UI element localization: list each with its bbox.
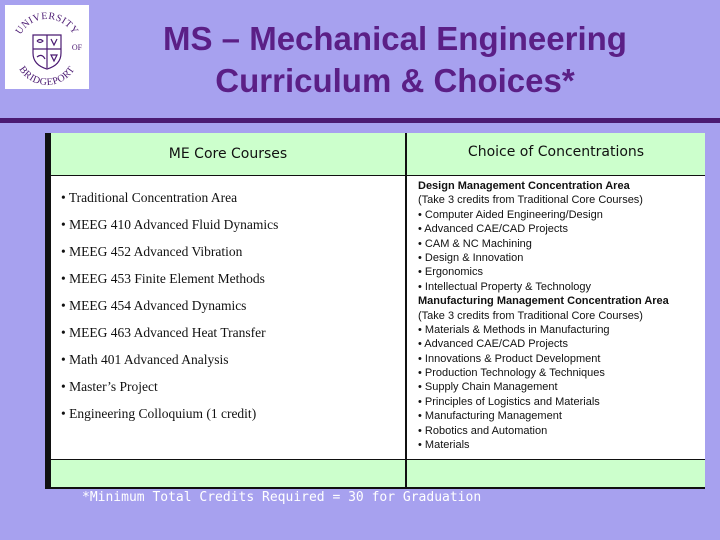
concentration-line: • Production Technology & Techniques xyxy=(418,367,605,380)
concentration-line: • Manufacturing Management xyxy=(418,410,562,423)
logo-text-top: UNIVERSITY xyxy=(13,10,81,37)
credits-footnote: *Minimum Total Credits Required = 30 for Graduation xyxy=(82,490,482,505)
core-course-item: • MEEG 410 Advanced Fluid Dynamics xyxy=(61,217,279,232)
logo-text-of: OF xyxy=(71,43,83,52)
table-footer-right xyxy=(407,459,705,487)
core-course-item: • MEEG 463 Advanced Heat Transfer xyxy=(61,325,266,340)
core-course-item: • MEEG 452 Advanced Vibration xyxy=(61,244,243,259)
slide-title-line-2: Curriculum & Choices* xyxy=(215,62,575,99)
core-courses-header: ME Core Courses xyxy=(51,133,407,175)
concentration-line: (Take 3 credits from Traditional Core Courses) xyxy=(418,194,643,207)
concentrations-header: Choice of Concentrations xyxy=(407,133,705,175)
concentration-line: • Computer Aided Engineering/Design xyxy=(418,208,603,221)
core-course-item: • Traditional Concentration Area xyxy=(61,190,238,205)
slide-title-line-1: MS – Mechanical Engineering xyxy=(163,20,627,57)
table-footer-left xyxy=(51,459,407,487)
logo-text-bottom: BRIDGEPORT xyxy=(16,64,78,89)
concentration-line: • Ergonomics xyxy=(418,266,483,279)
core-course-item: • MEEG 454 Advanced Dynamics xyxy=(61,298,247,313)
concentration-line: • Advanced CAE/CAD Projects xyxy=(418,223,568,236)
table-divider xyxy=(51,459,705,460)
slide-title xyxy=(95,18,695,102)
table-divider xyxy=(51,175,705,176)
core-courses-list xyxy=(51,175,407,459)
core-course-item: • Math 401 Advanced Analysis xyxy=(61,352,229,367)
core-course-item: • Engineering Colloquium (1 credit) xyxy=(61,406,257,421)
concentration-line: • Principles of Logistics and Materials xyxy=(418,395,600,408)
concentration-line: • Innovations & Product Development xyxy=(418,352,601,365)
concentration-line: • Materials xyxy=(418,439,470,452)
concentration-line: • Robotics and Automation xyxy=(418,424,548,437)
concentrations-list xyxy=(407,175,705,459)
curriculum-table xyxy=(45,133,705,489)
concentration-line: (Take 3 credits from Traditional Core Courses) xyxy=(418,309,643,322)
title-divider xyxy=(0,118,720,123)
concentration-area-heading: Design Management Concentration Area xyxy=(418,180,630,192)
concentration-area-heading: Manufacturing Management Concentration Area xyxy=(418,295,669,308)
concentration-line: • Intellectual Property & Technology xyxy=(418,280,592,293)
svg-text:OF xyxy=(72,43,83,52)
university-seal-logo xyxy=(5,5,89,89)
concentration-line: • Supply Chain Management xyxy=(418,381,558,394)
concentration-line: • Advanced CAE/CAD Projects xyxy=(418,338,568,351)
core-course-item: • MEEG 453 Finite Element Methods xyxy=(61,271,265,286)
concentration-line: • Materials & Methods in Manufacturing xyxy=(418,323,610,336)
concentration-line: • Design & Innovation xyxy=(418,251,524,264)
core-course-item: • Master’s Project xyxy=(61,379,158,394)
concentration-line: • CAM & NC Machining xyxy=(418,237,532,250)
